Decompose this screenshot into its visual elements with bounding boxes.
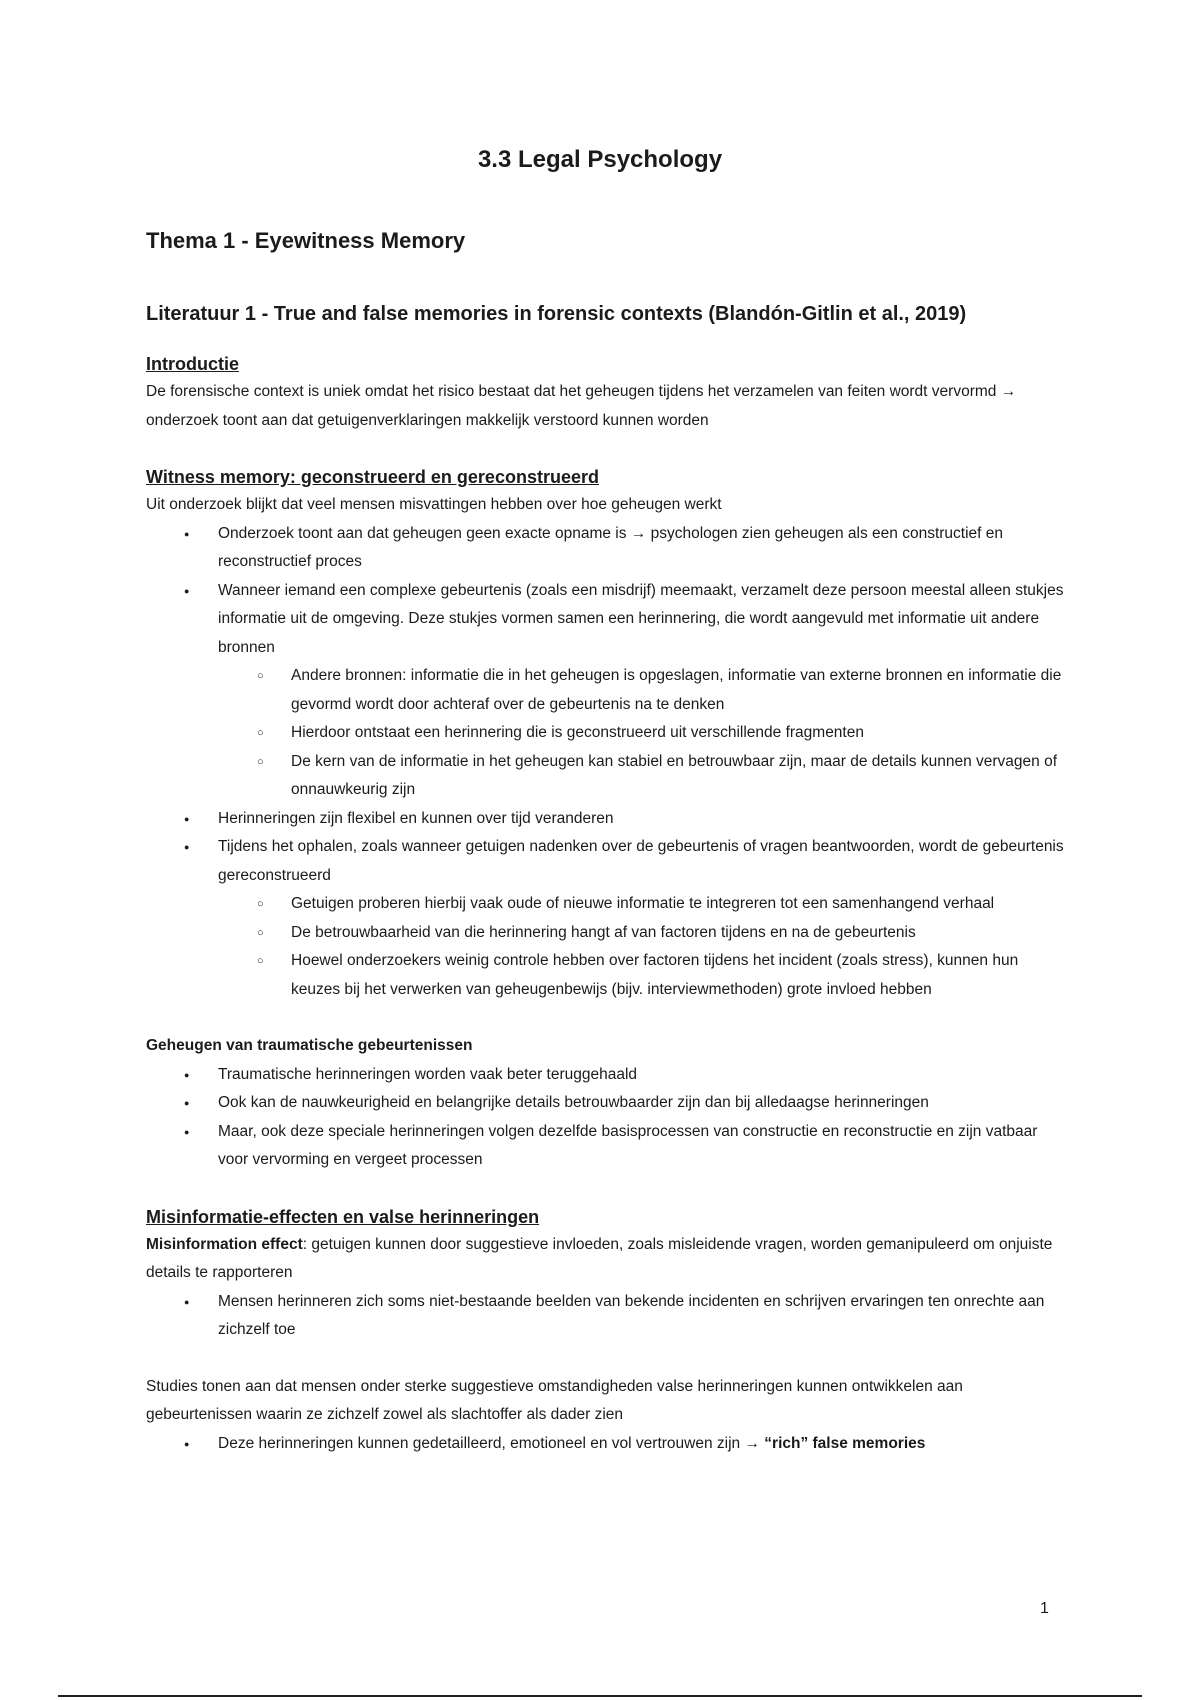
sub-list-item: ○ Getuigen proberen hierbij vaak oude of nieuwe informatie te integreren tot een samenhangend verhaal — [146, 890, 1066, 919]
sub-list — [218, 890, 1066, 1004]
witness-list — [146, 520, 1066, 1005]
sub-list-item: ○ Andere bronnen: informatie die in het geheugen is opgeslagen, informatie van externe bronnen en informatie die gevormd wordt door achteraf over de gebeurtenis na te denken — [146, 662, 1066, 719]
page-number: 1 — [1040, 1600, 1049, 1617]
list-item: ● Mensen herinneren zich soms niet-bestaande beelden van bekende incidenten en schrijven ervaringen ten onrechte aan zichzelf toe — [146, 1288, 1066, 1345]
intro-heading: Introductie — [146, 354, 239, 374]
intro-text: De forensische context is uniek omdat het risico bestaat dat het geheugen tijdens het verzamelen van feiten wordt vervormd → onderzoek toont aan dat getuigenverklaringen makkelijk verstoord kunnen worden — [146, 383, 1017, 429]
sub-list-item: ○ Hoewel onderzoekers weinig controle hebben over factoren tijdens het incident (zoals stress), kunnen hun keuzes bij het verwerken van geheugenbewijs (bijv. interviewmethoden) grote invloed hebben — [146, 947, 1066, 1004]
trauma-list — [146, 1061, 1066, 1175]
theme-heading: Thema 1 - Eyewitness Memory — [146, 228, 466, 253]
list-item: ● Onderzoek toont aan dat geheugen geen exacte opname is → psychologen zien geheugen als een constructief en reconstructief proces — [146, 520, 1066, 577]
sub-list-item: ○ De kern van de informatie in het geheugen kan stabiel en betrouwbaar zijn, maar de details kunnen vervagen of onnauwkeurig zijn — [146, 748, 1066, 805]
witness-heading: Witness memory: geconstrueerd en gereconstrueerd — [146, 467, 599, 487]
list-item: ● Wanneer iemand een complexe gebeurtenis (zoals een misdrijf) meemaakt, verzamelt deze persoon meestal alleen stukjes informatie uit de omgeving. Deze stukjes vormen samen een herinnering, die wordt aangevuld met informatie uit andere bronnen ○ Andere bronnen: informatie die in het geheugen is opgeslagen, informatie van externe bronnen en informatie die gevormd wordt door achteraf over de gebeurtenis na te denken ○ Hierdoor ontstaat een herinnering die is geconstrueerd uit verschillende fragmenten ○ De kern van de informatie in het geheugen kan stabiel en betrouwbaar zijn, maar de details kunnen vervagen of onnauwkeurig zijn — [146, 577, 1066, 805]
list-item: ● Traumatische herinneringen worden vaak beter teruggehaald — [146, 1061, 1066, 1090]
studies-text: Studies tonen aan dat mensen onder sterke suggestieve omstandigheden valse herinneringen kunnen ontwikkelen aan gebeurtenissen waarin ze zichzelf zowel als slachtoffer als dader zien — [146, 1377, 963, 1423]
page-title: 3.3 Legal Psychology — [477, 146, 723, 173]
list-item: ● Maar, ook deze speciale herinneringen volgen dezelfde basisprocessen van constructie en reconstructie en zijn vatbaar voor vervorming en vergeet processen — [146, 1118, 1066, 1175]
sub-list-item: ○ De betrouwbaarheid van die herinnering hangt af van factoren tijdens en na de gebeurtenis — [146, 919, 1066, 948]
literature-heading: Literatuur 1 - True and false memories in forensic contexts (Blandón-Gitlin et al., 2019) — [146, 303, 967, 325]
sub-list — [218, 662, 1066, 805]
misinfo-term: Misinformation effect — [146, 1235, 303, 1253]
misinfo-definition: Misinformation effect: getuigen kunnen door suggestieve invloeden, zoals misleidende vragen, worden gemanipuleerd om onjuiste details te rapporteren — [146, 1235, 1053, 1281]
trauma-heading: Geheugen van traumatische gebeurtenissen — [146, 1037, 473, 1054]
sub-list-item: ○ Hierdoor ontstaat een herinnering die is geconstrueerd uit verschillende fragmenten — [146, 719, 1066, 748]
list-item: ● Ook kan de nauwkeurigheid en belangrijke details betrouwbaarder zijn dan bij alledaagse herinneringen — [146, 1089, 1066, 1118]
misinfo-heading: Misinformatie-effecten en valse herinneringen — [146, 1206, 540, 1227]
list-item: ● Herinneringen zijn flexibel en kunnen over tijd veranderen — [146, 805, 1066, 834]
witness-lead: Uit onderzoek blijkt dat veel mensen misvattingen hebben over hoe geheugen werkt — [146, 496, 722, 513]
list-item: ● Deze herinneringen kunnen gedetailleerd, emotioneel en vol vertrouwen zijn → “rich” false memories — [146, 1430, 1066, 1459]
footer-divider — [58, 1695, 1142, 1697]
list-item: ● Tijdens het ophalen, zoals wanneer getuigen nadenken over de gebeurtenis of vragen beantwoorden, wordt de gebeurtenis gereconstrueerd ○ Getuigen proberen hierbij vaak oude of nieuwe informatie te integreren tot een samenhangend verhaal ○ De betrouwbaarheid van die herinnering hangt af van factoren tijdens en na de gebeurtenis ○ Hoewel onderzoekers weinig controle hebben over factoren tijdens het incident (zoals stress), kunnen hun keuzes bij het verwerken van geheugenbewijs (bijv. interviewmethoden) grote invloed hebben — [146, 833, 1066, 1004]
misinfo-list — [146, 1288, 1066, 1345]
document-body — [146, 350, 1066, 1458]
studies-list — [146, 1430, 1066, 1459]
rich-false-memories: “rich” false memories — [764, 1434, 926, 1452]
